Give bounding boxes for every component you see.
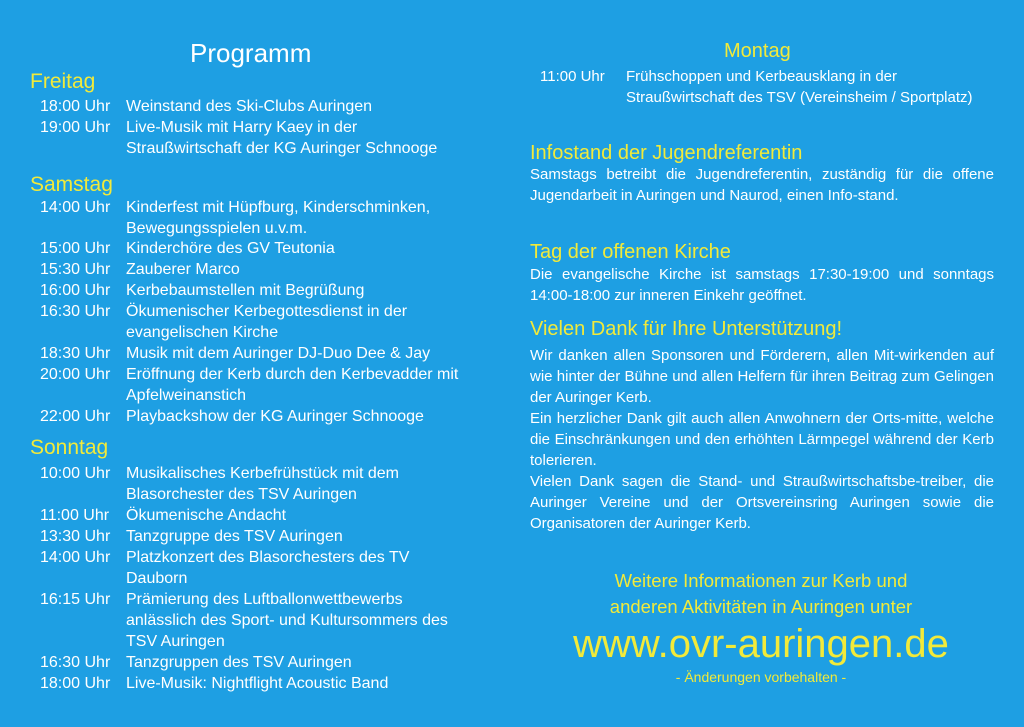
event-text: Prämierung des Luftballonwettbewerbs anlässlich des Sport- und Kultursommers des TSV Auringen (126, 591, 448, 650)
event-item (40, 96, 510, 117)
event-time: 11:00 Uhr (40, 507, 110, 524)
event-time: 18:30 Uhr (40, 345, 111, 362)
event-text: Ökumenischer Kerbegottesdienst in der evangelischen Kirche (126, 303, 408, 341)
event-time: 22:00 Uhr (40, 408, 111, 425)
event-item (40, 652, 510, 673)
event-item (40, 343, 510, 364)
day-heading-monday: Montag (724, 40, 791, 62)
event-text: Tanzgruppen des TSV Auringen (126, 654, 352, 671)
event-item (40, 406, 510, 427)
thanks-text: Vielen Dank sagen die Stand- und Straußwirtschaftsbe-treiber, die Auringer Vereine und der Ortsvereinsring Auringen sowie die Organisatoren der Auringer Kerb. (530, 473, 994, 532)
event-text: Kinderfest mit Hüpfburg, Kinderschminken, Bewegungsspielen u.v.m. (126, 199, 431, 237)
more-info-line: Weitere Informationen zur Kerb und (614, 570, 908, 591)
event-text: Ökumenische Andacht (126, 507, 287, 524)
event-text: Tanzgruppe des TSV Auringen (126, 528, 343, 545)
event-time: 18:00 Uhr (40, 675, 111, 692)
program-title: Programm (190, 38, 312, 68)
changes-note: - Änderungen vorbehalten - (675, 669, 847, 685)
website-link[interactable]: www.ovr-auringen.de (573, 622, 949, 666)
church-text: Die evangelische Kirche ist samstags 17:30-19:00 und sonntags 14:00-18:00 zur inneren Einkehr geöffnet. (530, 266, 994, 304)
event-text: Zauberer Marco (126, 261, 240, 278)
day-heading-saturday: Samstag (30, 173, 113, 196)
event-item (40, 547, 470, 589)
event-item (540, 66, 996, 108)
event-time: 10:00 Uhr (40, 465, 111, 482)
event-item (40, 197, 490, 239)
event-time: 19:00 Uhr (40, 119, 111, 136)
event-time: 11:00 Uhr (540, 68, 605, 85)
event-time: 16:30 Uhr (40, 654, 111, 671)
event-text: Musik mit dem Auringer DJ-Duo Dee & Jay (126, 345, 431, 362)
event-item (40, 238, 510, 259)
event-text: Weinstand des Ski-Clubs Auringen (126, 98, 373, 115)
more-info-text (556, 568, 966, 620)
event-item (40, 526, 510, 547)
event-time: 16:15 Uhr (40, 591, 111, 608)
event-text: Playbackshow der KG Auringer Schnooge (126, 408, 424, 425)
event-text: Frühschoppen und Kerbeausklang in der Straußwirtschaft des TSV (Vereinsheim / Sportplatz) (626, 68, 973, 106)
event-time: 15:30 Uhr (40, 261, 111, 278)
event-text: Eröffnung der Kerb durch den Kerbevadder mit Apfelweinanstich (126, 366, 459, 404)
event-item (40, 589, 470, 652)
event-item (40, 117, 460, 159)
event-item (40, 280, 510, 301)
info-text: Samstags betreibt die Jugendreferentin, zuständig für die offene Jugendarbeit in Auringen und Naurod, einen Info-stand. (530, 166, 994, 204)
event-item (40, 364, 496, 406)
event-item (40, 301, 460, 343)
event-time: 16:30 Uhr (40, 303, 111, 320)
event-item (40, 259, 510, 280)
info-heading: Infostand der Jugendreferentin (530, 142, 803, 164)
thanks-text: Wir danken allen Sponsoren und Förderern, allen Mit-wirkenden auf wie hinter der Bühne und allen Helfern für ihren Beitrag zum Gelingen der Auringer Kerb. (530, 347, 994, 406)
thanks-heading: Vielen Dank für Ihre Unterstützung! (530, 318, 843, 340)
event-item (40, 505, 510, 526)
event-text: Musikalisches Kerbefrühstück mit dem Blasorchester des TSV Auringen (126, 465, 399, 503)
event-time: 13:30 Uhr (40, 528, 111, 545)
event-time: 14:00 Uhr (40, 199, 111, 216)
event-text: Live-Musik mit Harry Kaey in der Straußwirtschaft der KG Auringer Schnooge (126, 119, 438, 157)
event-text: Kinderchöre des GV Teutonia (126, 240, 335, 257)
event-time: 15:00 Uhr (40, 240, 111, 257)
church-heading: Tag der offenen Kirche (530, 241, 731, 263)
day-heading-sunday: Sonntag (30, 436, 109, 459)
event-time: 16:00 Uhr (40, 282, 111, 299)
event-text: Kerbebaumstellen mit Begrüßung (126, 282, 365, 299)
event-time: 14:00 Uhr (40, 549, 111, 566)
day-heading-friday: Freitag (30, 70, 96, 93)
more-info-line: anderen Aktivitäten in Auringen unter (609, 596, 913, 617)
event-text: Platzkonzert des Blasorchesters des TV Dauborn (126, 549, 410, 587)
event-item (40, 673, 510, 694)
event-time: 18:00 Uhr (40, 98, 111, 115)
thanks-text: Ein herzlicher Dank gilt auch allen Anwohnern der Orts-mitte, welche die Einschränkungen und den erhöhten Lärmpegel während der Kerb tolerieren. (530, 410, 994, 469)
event-text: Live-Musik: Nightflight Acoustic Band (126, 675, 389, 692)
event-item (40, 463, 460, 505)
event-time: 20:00 Uhr (40, 366, 111, 383)
